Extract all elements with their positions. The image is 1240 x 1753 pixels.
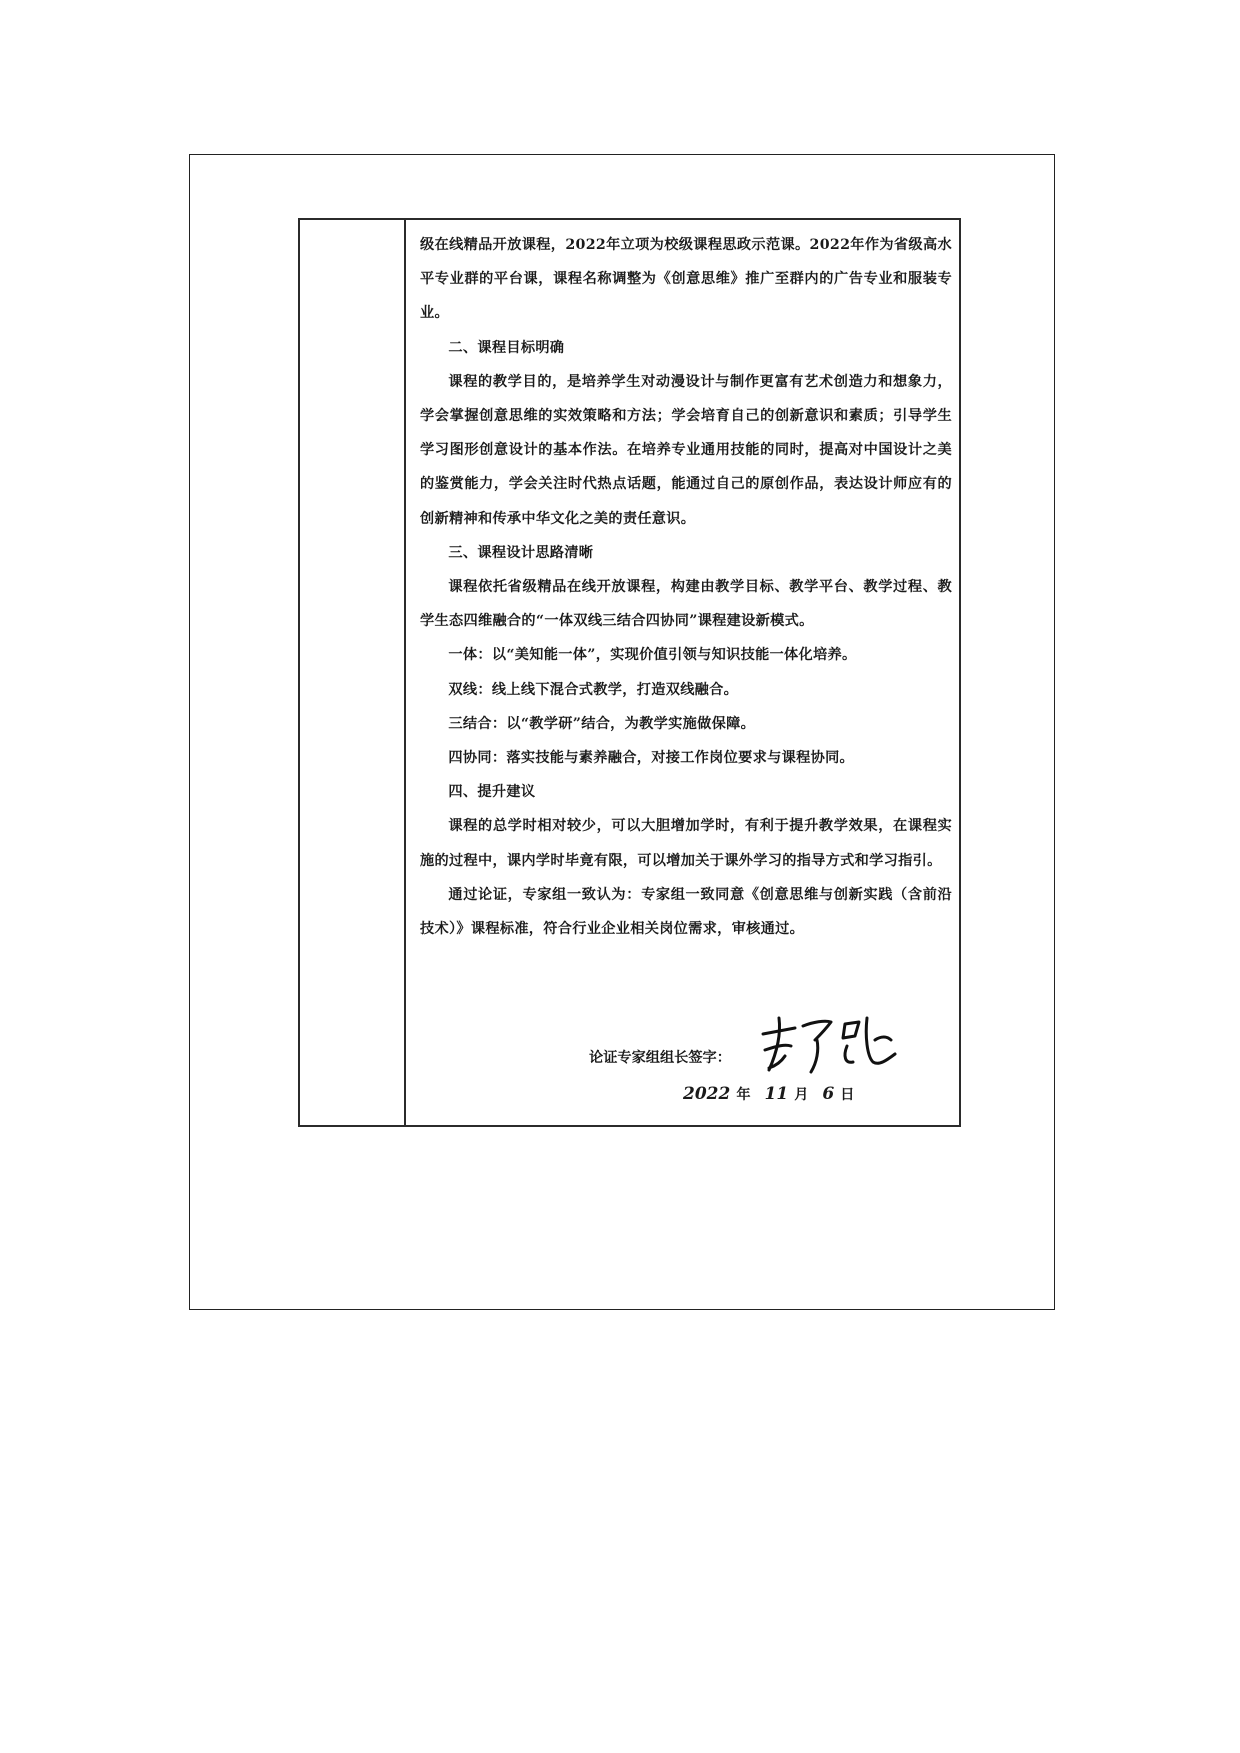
- date-month-unit: 月: [794, 1087, 809, 1103]
- date-year: 2022: [683, 1084, 731, 1104]
- item-yiti: 一体：以“美知能一体”，实现价值引领与知识技能一体化培养。: [448, 647, 857, 664]
- heading-suggestions: 四、提升建议: [448, 784, 536, 801]
- item-sixietong: 四协同：落实技能与素养融合，对接工作岗位要求与课程协同。: [448, 750, 855, 767]
- handwritten-signature: [755, 1000, 905, 1080]
- review-form-table: [298, 218, 961, 1127]
- date-year-unit: 年: [736, 1087, 751, 1103]
- paragraph-conclusion: 通过论证，专家组一致认为：专家组一致同意《创意思维与创新实践（含前沿技术）》课程标准，符合行业企业相关岗位需求，审核通过。: [420, 886, 952, 938]
- date-day-unit: 日: [840, 1087, 855, 1103]
- paragraph-suggestions: 课程的总学时相对较少，可以大胆增加学时，有利于提升教学效果，在课程实施的过程中，课内学时毕竟有限，可以增加关于课外学习的指导方式和学习指引。: [420, 818, 952, 869]
- heading-course-goals: 二、课程目标明确: [448, 339, 565, 356]
- date-day: 6: [822, 1084, 835, 1104]
- date-month: 11: [764, 1084, 789, 1104]
- table-label-column: [300, 220, 406, 1125]
- paragraph-course-design: 课程依托省级精品在线开放课程，构建由教学目标、教学平台、教学过程、教学生态四维融合的“一体双线三结合四协同”课程建设新模式。: [420, 579, 952, 630]
- paragraph-course-goals: 课程的教学目的，是培养学生对动漫设计与制作更富有艺术创造力和想象力，学会掌握创意思维的实效策略和方法；学会培育自己的创新意识和素质；引导学生学习图形创意设计的基本作法。在培养专业通用技能的同时，提高对中国设计之美的鉴赏能力，学会关注时代热点话题，能通过自己的原创作品，表达设计师应有的创新精神和传承中华文化之美的责任意识。: [420, 373, 952, 527]
- review-opinion-content: [420, 228, 952, 946]
- item-sanjiehe: 三结合：以“教学研”结合，为教学实施做保障。: [448, 715, 756, 732]
- review-date: [683, 1084, 868, 1104]
- paragraph-course-history: 级在线精品开放课程，2022年立项为校级课程思政示范课。2022年作为省级高水平专业群的平台课，课程名称调整为《创意思维》推广至群内的广告专业和服装专业。: [420, 237, 952, 322]
- heading-course-design: 三、课程设计思路清晰: [448, 544, 594, 561]
- signature-label: 论证专家组组长签字：: [589, 1050, 731, 1066]
- item-shuangxian: 双线：线上线下混合式教学，打造双线融合。: [448, 681, 739, 698]
